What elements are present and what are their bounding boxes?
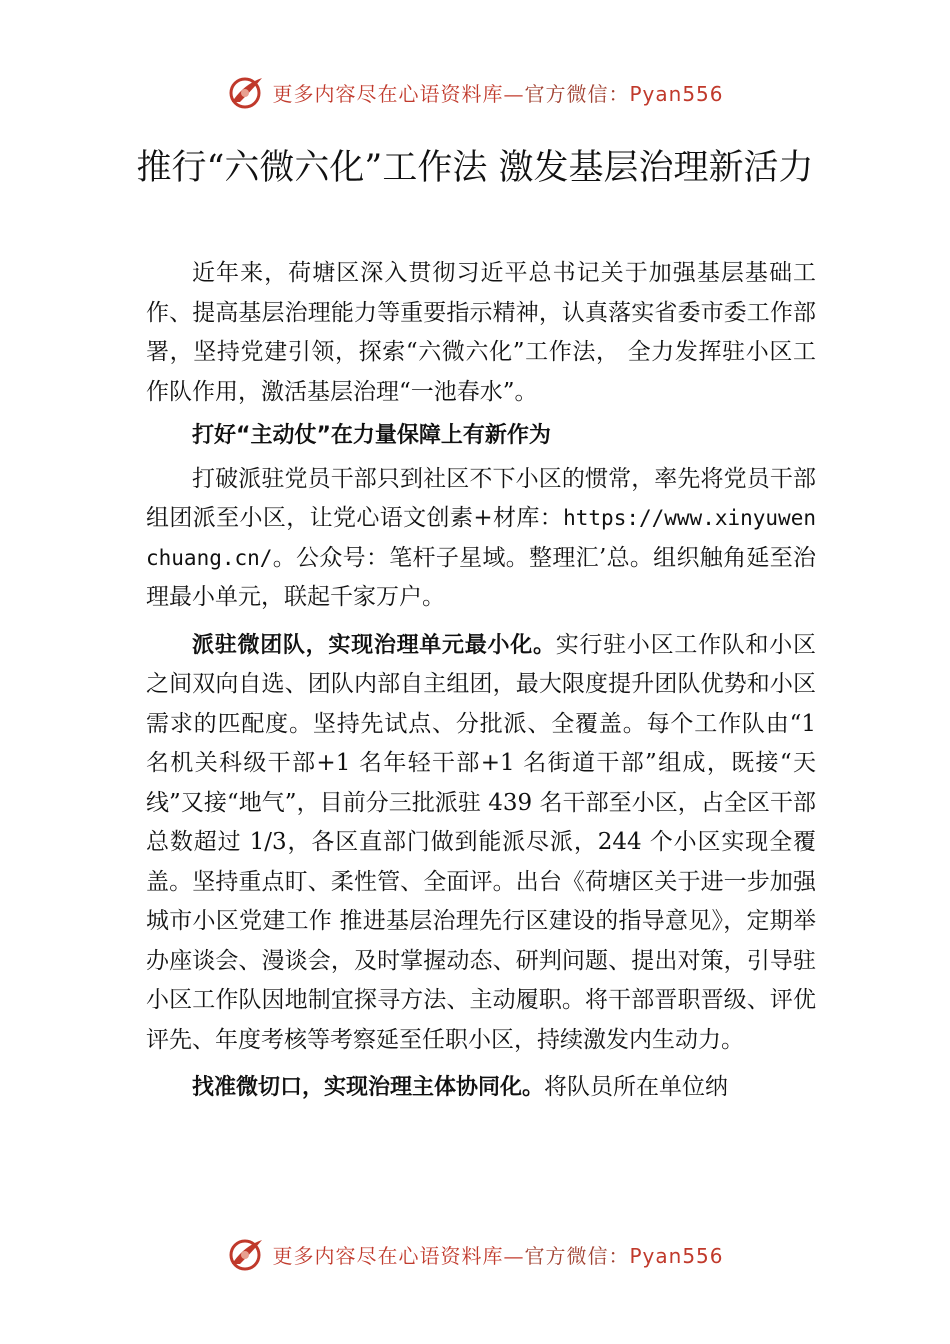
document-body: [146, 254, 816, 1108]
lead-micro-team: 派驻微团队，实现治理单元最小化。: [192, 632, 556, 658]
paragraph-intro: 近年来，荷塘区深入贯彻习近平总书记关于加强基层基础工作、提高基层治理能力等重要指示精神，认真落实省委市委工作部署，坚持党建引领，探索“六微六化”工作法， 全力发挥驻小区工作队作用，激活基层治理“一池春水”。: [146, 260, 816, 405]
document-title: 推行“六微六化”工作法 激发基层治理新活力: [136, 148, 814, 189]
watermark-footer: [0, 1232, 950, 1276]
resource-url-link[interactable]: https://www.xinyuwenchuang.cn/: [146, 506, 816, 570]
paragraph-micro-entry: 找准微切口，实现治理主体协同化。将队员所在单位纳: [192, 1074, 729, 1100]
brush-logo-icon: [226, 1234, 266, 1274]
brush-logo-icon: [226, 72, 266, 112]
lead-micro-entry: 找准微切口，实现治理主体协同化。: [192, 1075, 545, 1100]
watermark-text: 更多内容尽在心语资料库—官方微信：Pyan556: [272, 1243, 724, 1268]
watermark-header: [0, 70, 950, 114]
watermark-text: 更多内容尽在心语资料库—官方微信：Pyan556: [272, 81, 724, 106]
section-heading: 打好“主动仗”在力量保障上有新作为: [192, 423, 551, 448]
paragraph-dispatch: 打破派驻党员干部只到社区不下小区的惯常，率先将党员干部组团派至小区，让党心语文创素+材库：https://www.xinyuwenchuang.cn/。公众号：笔杆子星域。整理汇’总。组织触角延至治理最小单元，联起千家万户。: [146, 465, 816, 610]
paragraph-micro-team: 派驻微团队，实现治理单元最小化。实行驻小区工作队和小区之间双向自选、团队内部自主组团，最大限度提升团队优势和小区需求的匹配度。坚持先试点、分批派、全覆盖。每个工作队由“1 名机关科级干部+1 名年轻干部+1 名街道干部”组成，既接“天线”又接“地气”，目前分三批派驻 439 名干部至小区，占全区干部总数超过 1/3，各区直部门做到能派尽派，244 个小区实现全覆盖。坚持重点盯、柔性管、全面评。出台《荷塘区关于进一步加强城市小区党建工作 推进基层治理先行区建设的指导意见》，定期举办座谈会、漫谈会，及时掌握动态、研判问题、提出对策，引导驻小区工作队因地制宜探寻方法、主动履职。将干部晋职晋级、评优评先、年度考核等考察延至任职小区，持续激发内生动力。: [146, 631, 816, 1053]
